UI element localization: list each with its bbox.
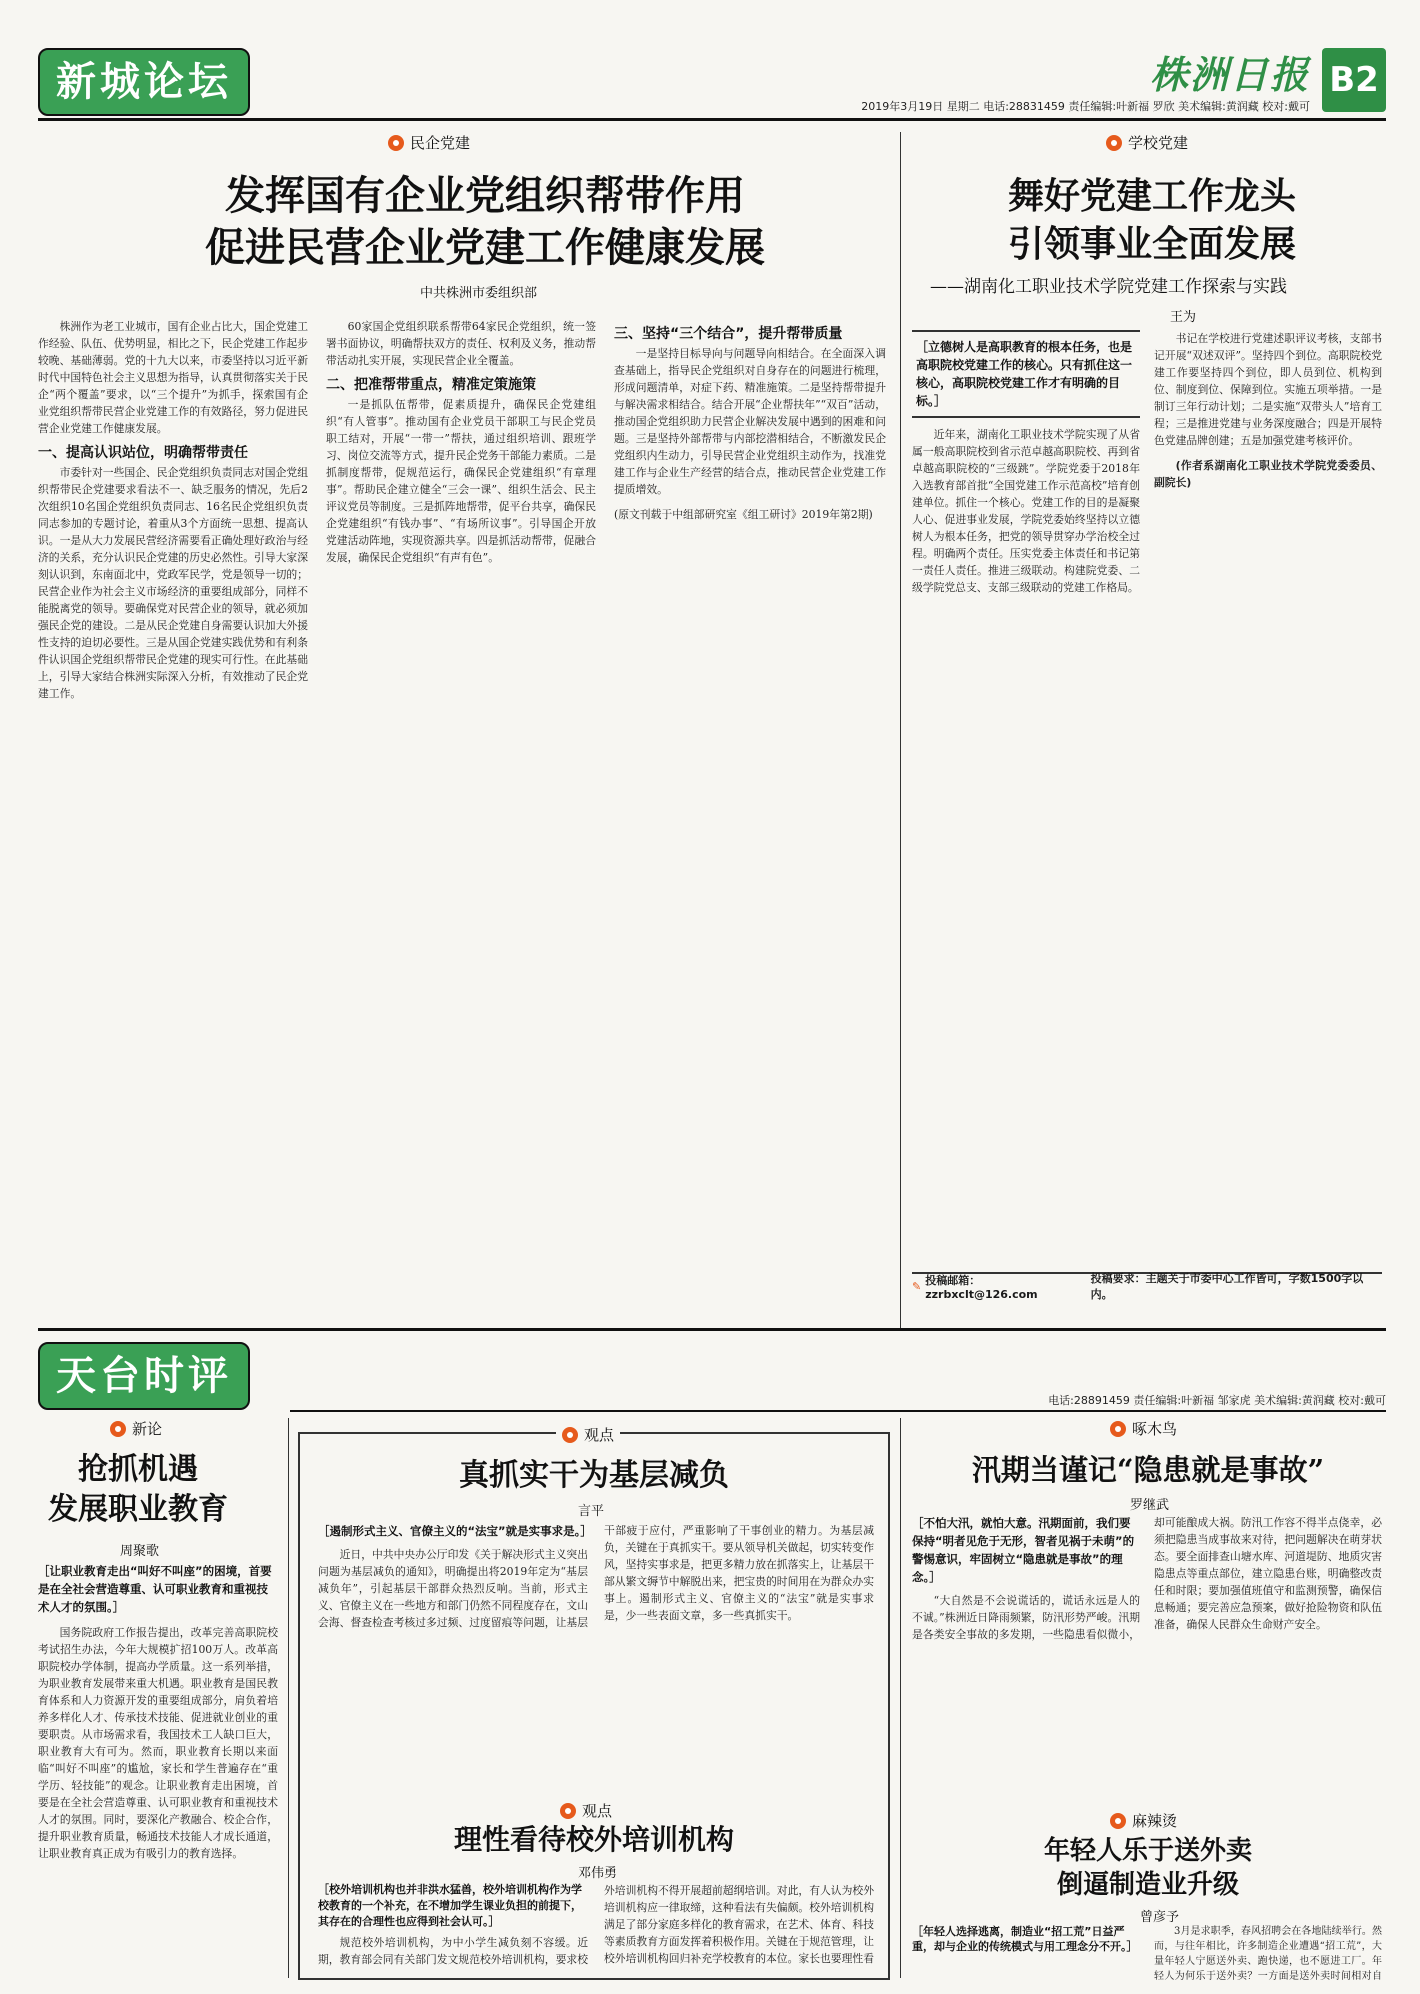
subhead: 二、把准帮带重点，精准定策施策	[326, 377, 536, 393]
page-number-badge: B2	[1322, 48, 1386, 112]
tag-label: 新论	[132, 1420, 163, 1438]
article3-headline	[38, 1450, 238, 1530]
top-divider	[38, 118, 1386, 121]
article3-body	[38, 1624, 278, 1964]
article2-lead: ［立德树人是高职教育的根本任务，也是高职院校党建工作的核心。只有抓住这一核心，高职院校党建工作才有明确的目标。］	[912, 330, 1140, 418]
tag-bullet-icon	[110, 1421, 126, 1437]
paragraph: “大自然是不会说谎话的，谎话永远是人的不诚。”株洲近日降雨频繁，防汛形势严峻。汛期是各类安全事故的多发期，一些隐患看似微小，却可能酿成大祸。防汛工作容不得半点侥幸，必须把隐患当成事故来对待，把问题解决在萌芽状态。要全面排查山塘水库、河道堤防、地质灾害隐患点等重点部位，建立隐患台账，明确整改责任和时限；要加强值班值守和监测预警，确保信息畅通；要完善应急预案，做好抢险物资和队伍准备，确保人民群众生命财产安全。	[912, 1516, 1382, 1641]
tag-bullet-icon	[1110, 1421, 1126, 1437]
headline-line: 促进民营企业党建工作健康发展	[205, 224, 765, 271]
paragraph: 近年来，湖南化工职业技术学院实现了从省属一般高职院校到省示范卓越高职院校、再到省卓越高职院校的“三级跳”。学院党委于2018年入选教育部首批“全国党建工作示范高校”培育创建单位。抓住一个核心。党建工作的目的是凝聚人心、促进事业发展，学院党委始终坚持以立德树人为根本任务，把党的领导贯穿办学治校全过程。明确两个责任。压实党委主体责任和书记第一责任人责任。推进三级联动。构建院党委、二级学院党总支、支部三级联动的党建工作格局。	[912, 428, 1140, 594]
paragraph: 一是坚持目标导向与问题导向相结合。在全面深入调查基础上，指导民企党组织对自身存在的问题进行梳理，形成问题清单，对症下药、精准施策。二是坚持帮带提升与解决需求相结合。结合开展“企业帮扶年”“双百”活动，推动国企党组织助力民营企业解决发展中遇到的困难和问题。三是坚持外部帮带与内部挖潜相结合，不断激发民企党组织内生动力，引导民营企业党组织主动作为，找准党建工作与企业生产经营的结合点，推动民营企业党建工作提质增效。	[614, 347, 886, 496]
tag-label: 啄木鸟	[1132, 1420, 1178, 1438]
newspaper-logo: 株洲日报	[1149, 52, 1310, 97]
article1-headline	[60, 170, 910, 274]
section-title-bottom: 天台时评	[38, 1342, 250, 1410]
headline-line: 引领事业全面发展	[1007, 223, 1296, 265]
article4-body-wrap	[318, 1522, 874, 1792]
tag-bullet-icon	[1106, 135, 1122, 151]
submission-footer	[912, 1272, 1382, 1301]
pencil-icon: ✎	[912, 1279, 922, 1293]
article5-headline: 汛期当谨记“隐患就是事故”	[971, 1453, 1325, 1487]
article3-byline: 周聚歌	[120, 1544, 160, 1559]
mid-divider	[38, 1328, 1386, 1331]
article1-col1	[38, 318, 308, 1308]
headline-line: 抢抓机遇	[78, 1452, 198, 1487]
article3-lead: ［让职业教育走出“叫好不叫座”的困境，首要是在全社会营造尊重、认可职业教育和重视技术人才的氛围。］	[38, 1564, 272, 1614]
article4-headline: 真抓实干为基层减负	[459, 1458, 729, 1493]
tag-viewpoint-2	[560, 1800, 612, 1821]
article6-lead: ［校外培训机构也并非洪水猛兽，校外培训机构作为学校教育的一个补充，在不增加学生课业负担的前提下，其存在的合理性也应得到社会认可。］	[318, 1883, 582, 1928]
column-divider	[900, 1418, 901, 1978]
article4-lead: ［遏制形式主义、官僚主义的“法宝”就是实事求是。］	[318, 1524, 592, 1538]
article6-body-wrap	[318, 1882, 874, 1972]
article2-col2	[1154, 330, 1382, 1260]
article1-col2	[326, 318, 596, 1308]
column-divider	[900, 132, 901, 1328]
tag-viewpoint	[556, 1424, 620, 1445]
article1-byline: 中共株洲市委组织部	[420, 286, 538, 301]
bottom-info-bar: 电话:28891459 责任编辑:叶新福 邹家虎 美术编辑:黄润藏 校对:戴可	[1048, 1394, 1386, 1407]
tag-label: 观点	[582, 1802, 613, 1820]
tag-label: 麻辣烫	[1132, 1812, 1178, 1830]
headline-line: 发展职业教育	[48, 1492, 228, 1527]
article2-headline	[912, 172, 1392, 268]
article7-body-wrap	[912, 1924, 1382, 1984]
top-info-bar: 2019年3月19日 星期二 电话:28831459 责任编辑:叶新福 罗欣 美术编辑:黄润藏 校对:戴可	[861, 100, 1310, 113]
submission-email: 投稿邮箱：zzrbxclt@126.com	[925, 1273, 1038, 1301]
article6-headline: 理性看待校外培训机构	[453, 1823, 734, 1856]
headline-line: 年轻人乐于送外卖	[1043, 1836, 1252, 1866]
paragraph: 60家国企党组织联系帮带64家民企党组织，统一签署书面协议，明确帮扶双方的责任、权利及义务，推动帮带活动扎实开展，实现民营企业全覆盖。	[326, 320, 596, 367]
paragraph: 3月是求职季，春风招聘会在各地陆续举行。然而，与往年相比，许多制造企业遭遇“招工荒”，大量年轻人宁愿送外卖、跑快递，也不愿进工厂。年轻人为何乐于送外卖？一方面是送外卖时间相对自	[1154, 1926, 1382, 1982]
column-divider	[288, 1418, 289, 1978]
paragraph: 株洲作为老工业城市，国有企业占比大，国企党建工作经验、队伍、优势明显，相比之下，民企党建工作起步较晚、基础薄弱。党的十九大以来，市委坚持以习近平新时代中国特色社会主义思想为指导，认真贯彻落实关于民企“两个覆盖”要求，以“三个提升”为抓手，探索国有企业党组织帮带民营企业党建工作的有效路径，努力促进民营企业党建工作健康发展。	[38, 320, 308, 435]
source-note: (原文刊载于中组部研究室《组工研讨》2019年第2期)	[614, 508, 873, 521]
headline-line: 舞好党建工作龙头	[1007, 175, 1296, 217]
tag-new-view	[110, 1418, 162, 1439]
email-line	[912, 1272, 1091, 1301]
article2-byline: 王为	[1170, 310, 1197, 325]
paragraph: 一是抓队伍帮带，促素质提升，确保民企党建组织“有人管事”。推动国有企业党员干部职工与民企党员职工结对，开展“一带一”帮扶，通过组织培训、跟班学习、岗位交流等方式，提升民企党务干部能力素质。二是抓制度帮带，促规范运行，确保民企党建组织“有章理事”。帮助民企建立健全“三会一课”、组织生活会、民主评议党员等制度。三是抓阵地帮带，促平台共享，确保民企党建组织“有钱办事”、“有场所议事”。引导国企开放党建活动阵地，实现资源共享。四是抓活动帮带，促融合发展，确保民企党组织“有声有色”。	[326, 398, 596, 564]
paragraph: 规范校外培训机构，为中小学生减负刻不容缓。近期，教育部会同有关部门发文规范校外培训机构，要求校外培训机构不得开展超前超纲培训。对此，有人认为校外培训机构应一律取缔，这种看法有失偏颇。校外培训机构满足了部分家庭多样化的教育需求，在艺术、体育、科技等素质教育方面发挥着积极作用。关键在于规范管理，让校外培训机构回归补充学校教育的本位。家长也要理性看	[318, 1884, 874, 1966]
article5-body-wrap	[912, 1514, 1382, 1804]
author-note: (作者系湖南化工职业技术学院党委委员、副院长)	[1154, 459, 1382, 489]
tag-bullet-icon	[1110, 1813, 1126, 1829]
tag-spicy	[1110, 1810, 1177, 1831]
tag-bullet-icon	[560, 1803, 576, 1819]
paragraph: 近日，中共中央办公厅印发《关于解决形式主义突出问题为基层减负的通知》，明确提出将2019年定为“基层减负年”，引起基层干部群众热烈反响。当前，形式主义、官僚主义在一些地方和部门仍然不同程度存在，文山会海、督查检查考核过多过频、过度留痕等问题，让基层干部疲于应付，严重影响了干事创业的精力。为基层减负，关键在于真抓实干。要从领导机关做起，切实转变作风，坚持实事求是，把更多精力放在抓落实上，让基层干部从繁文缛节中解脱出来，把宝贵的时间用在为群众办实事上。遏制形式主义、官僚主义的“法宝”就是实事求是，少一些表面文章，多一些真抓实干。	[318, 1524, 874, 1629]
article7-body	[1154, 1924, 1382, 1984]
headline-line: 发挥国有企业党组织帮带作用	[225, 172, 745, 219]
article7-headline	[910, 1834, 1386, 1902]
article4-byline: 言平	[578, 1504, 605, 1519]
article5-lead: ［不怕大汛，就怕大意。汛期面前，我们要保持“明者见危于无形，智者见祸于未萌”的警惕意识，牢固树立“隐患就是事故”的理念。］	[912, 1516, 1135, 1584]
article1-col3	[614, 318, 886, 1308]
tag-bullet-icon	[562, 1427, 578, 1443]
headline-line: 倒逼制造业升级	[1056, 1870, 1239, 1900]
article6-byline: 邓伟勇	[578, 1866, 618, 1881]
subhead: 三、坚持“三个结合”，提升帮带质量	[614, 326, 843, 342]
tag-label: 民企党建	[410, 134, 471, 152]
article7-lead: ［年轻人选择逃离，制造业“招工荒”日益严重，却与企业的传统模式与用工理念分不开。］	[912, 1925, 1138, 1953]
tag-party-private	[388, 132, 470, 153]
tag-woodpecker	[1110, 1418, 1177, 1439]
article2-subtitle: ——湖南化工职业技术学院党建工作探索与实践	[930, 277, 1287, 297]
paragraph: 市委针对一些国企、民企党组织负责同志对国企党组织帮带民企党建要求看法不一、缺乏服务的情况，先后2次组织10名国企党组织负责同志、16名民企党组织负责同志参加的专题讨论，着重从3个方面统一思想、提高认识。一是从大力发展民营经济需要看正确处理好政治与经济的关系，充分认识民企党建的历史必然性。引导大家深刻认识到，东南面北中，党政军民学，党是领导一切的；民营企业作为社会主义市场经济的重要组成部分，同样不能脱离党的领导。要确保党对民营企业的领导，就必须加强民企党的建设。二是从民企党建自身需要认识加大外援性支持的迫切必要性。三是从国企党建实践优势和有利条件认识国企党组织帮带民企党建的现实可行性。在此基础上，引导大家结合株洲实际深入分析，有效推动了民企党建工作。	[38, 466, 308, 700]
tag-party-school	[1106, 132, 1188, 153]
tag-label: 观点	[584, 1426, 615, 1444]
tag-label: 学校党建	[1128, 134, 1189, 152]
article3-body-wrap	[38, 1562, 278, 1982]
article5-byline: 罗继武	[1130, 1498, 1170, 1513]
submission-requirements: 投稿要求：主题关于市委中心工作皆可，字数1500字以内。	[1090, 1272, 1364, 1301]
bottom-section-rule	[290, 1410, 1386, 1412]
paragraph: 书记在学校进行党建述职评议考核，支部书记开展“双述双评”。坚持四个到位。高职院校党建工作要坚持四个到位，即人员到位、机构到位、制度到位、保障到位。实施五项举措。一是制订三年行动计划；二是实施“双带头人”培育工程；三是推进党建与业务深度融合；四是开展特色党建品牌创建；五是加强党建考核评价。	[1154, 332, 1382, 447]
tag-bullet-icon	[388, 135, 404, 151]
article7-byline: 曾彦予	[1140, 1910, 1180, 1925]
section-title-top: 新城论坛	[38, 48, 250, 116]
subhead: 一、提高认识站位，明确帮带责任	[38, 445, 248, 461]
article2-col1	[912, 426, 1140, 1256]
paragraph: 国务院政府工作报告提出，改革完善高职院校考试招生办法，今年大规模扩招100万人。改革高职院校办学体制，提高办学质量。这一系列举措，为职业教育发展带来重大机遇。职业教育是国民教育体系和人力资源开发的重要组成部分，肩负着培养多样化人才、传承技术技能、促进就业创业的重要职责。从市场需求看，我国技术工人缺口巨大，职业教育大有可为。然而，职业教育长期以来面临“叫好不叫座”的尴尬，家长和学生普遍存在“重学历、轻技能”的观念。让职业教育走出困境，首要是在全社会营造尊重、认可职业教育和重视技术人才的氛围。同时，要深化产教融合、校企合作，提升职业教育质量，畅通技术技能人才成长通道，让职业教育真正成为有吸引力的教育选择。	[38, 1626, 278, 1860]
article2-col1-wrap	[912, 330, 1140, 1260]
